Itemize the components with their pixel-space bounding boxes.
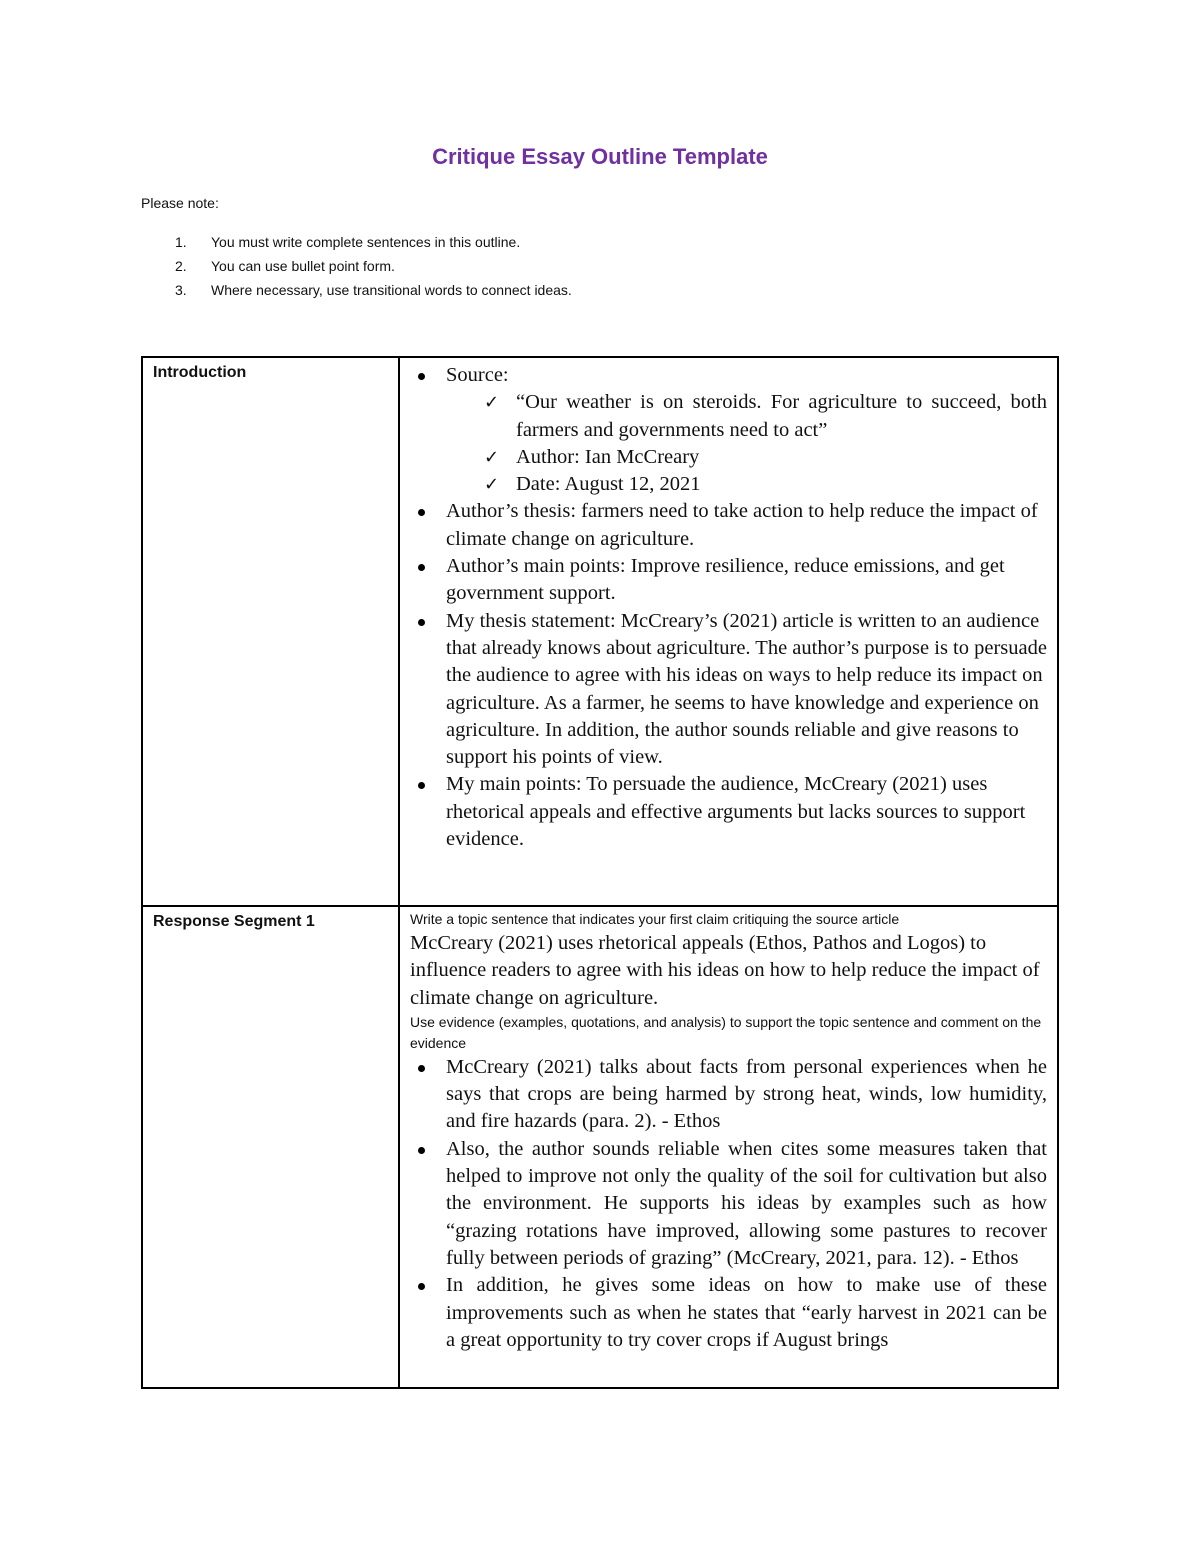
check-icon: ✓ (484, 474, 500, 496)
response-content-clip (410, 909, 1047, 1377)
list-item: McCreary (2021) talks about facts from personal experiences when he says that crops are being harmed by strong heat, winds, low humidity, and fire hazards (para. 2). - Ethos (410, 1054, 1047, 1136)
list-item: Author’s main points: Improve resilience, reduce emissions, and get government support. (410, 553, 1047, 608)
source-title: “Our weather is on steroids. For agriculture to succeed, both farmers and governments need to act” (516, 391, 1047, 441)
response-segment-label: Response Segment 1 (142, 906, 399, 1388)
note-text: You can use bullet point form. (211, 258, 395, 274)
introduction-bullets (410, 362, 1047, 853)
introduction-label: Introduction (142, 357, 399, 906)
note-item (141, 256, 841, 280)
source-details (446, 389, 1047, 498)
list-item (446, 389, 1047, 444)
list-item (446, 471, 1047, 498)
notes-list (141, 232, 841, 304)
list-item: My thesis statement: McCreary’s (2021) article is written to an audience that already knows about agriculture. The author’s purpose is to persuade the audience to agree with his ideas on ways to help reduce its impact on agriculture. As a farmer, he seems to have knowledge and experience on agriculture. In addition, the author sounds reliable and give reasons to support his points of view. (410, 608, 1047, 772)
table-row-introduction (142, 357, 1058, 906)
topic-sentence: McCreary (2021) uses rhetorical appeals (Ethos, Pathos and Logos) to influence readers to agree with his ideas on how to help reduce the impact of climate change on agriculture. (410, 932, 1040, 1009)
introduction-content (399, 357, 1058, 906)
check-icon: ✓ (484, 392, 500, 414)
list-item: In addition, he gives some ideas on how to make use of these improvements such as when he states that “early harvest in 2021 can be a great opportunity to try cover crops if August brings (410, 1272, 1047, 1354)
list-item: Also, the author sounds reliable when cites some measures taken that helped to improve not only the quality of the soil for cultivation but also the environment. He supports his ideas by examples such as how “grazing rotations have improved, allowing some pastures to recover fully between periods of grazing” (McCreary, 2021, para. 12). - Ethos (410, 1136, 1047, 1272)
note-number: 2. (175, 258, 187, 274)
topic-prompt: Write a topic sentence that indicates your first claim critiquing the source article (410, 911, 900, 927)
source-date: Date: August 12, 2021 (516, 473, 701, 496)
source-author: Author: Ian McCreary (516, 445, 700, 468)
note-text: You must write complete sentences in this outline. (211, 234, 521, 250)
note-number: 1. (175, 234, 187, 250)
list-item (446, 444, 1047, 471)
page-title: Critique Essay Outline Template (432, 144, 768, 169)
note-text: Where necessary, use transitional words to connect ideas. (211, 282, 572, 298)
check-icon: ✓ (484, 446, 500, 468)
list-item: Author’s thesis: farmers need to take action to help reduce the impact of climate change on agriculture. (410, 498, 1047, 553)
notes-label: Please note: (141, 195, 219, 211)
source-label: Source: (446, 364, 509, 386)
table-row-response-1 (142, 906, 1058, 1388)
note-number: 3. (175, 282, 187, 298)
list-item (410, 362, 1047, 498)
response-segment-content (399, 906, 1058, 1388)
outline-table (141, 356, 1059, 1389)
note-item (141, 232, 841, 256)
note-item (141, 280, 841, 304)
response-bullets (410, 1054, 1047, 1354)
list-item: My main points: To persuade the audience, McCreary (2021) uses rhetorical appeals and effective arguments but lacks sources to support evidence. (410, 771, 1047, 853)
evidence-prompt: Use evidence (examples, quotations, and analysis) to support the topic sentence and comment on the evidence (410, 1013, 1042, 1051)
